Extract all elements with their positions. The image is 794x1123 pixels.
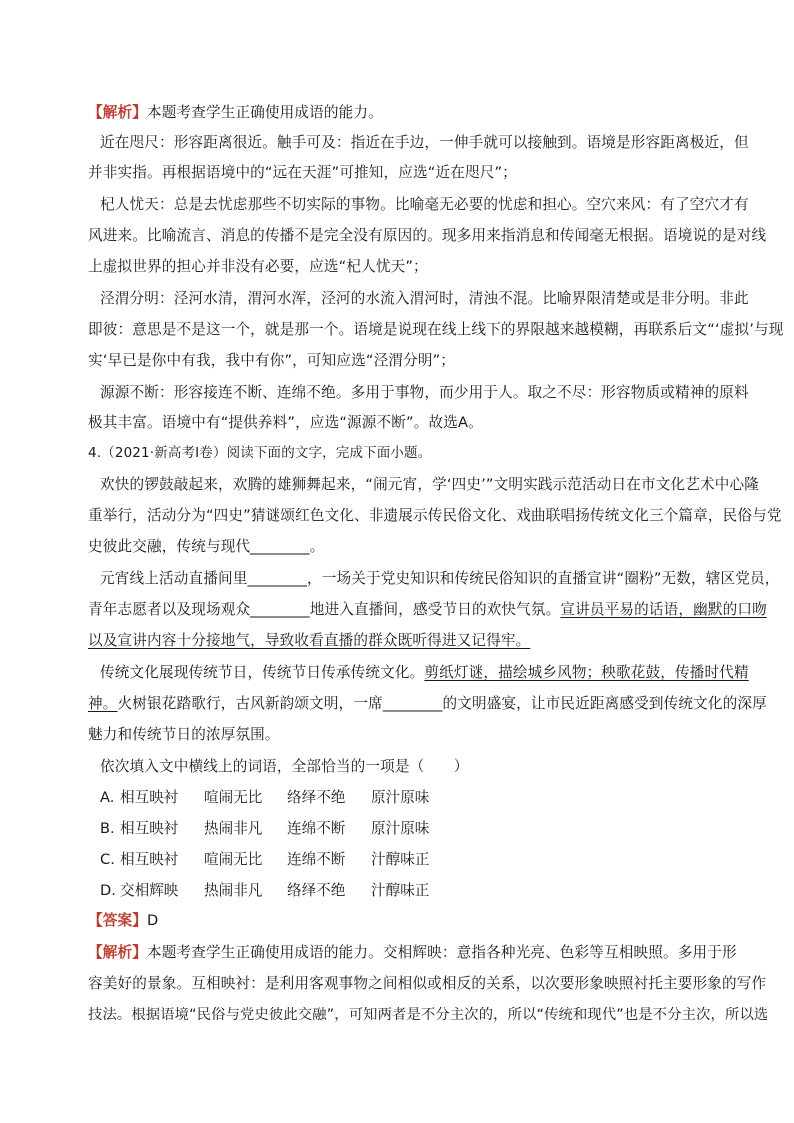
passage-line: 魅力和传统节日的浓厚氛围。 <box>88 726 280 743</box>
passage-line: 元宵线上活动直播间里________，一场关于党史知识和传统民俗知识的直播宣讲“圈粉”无数，辖区党员， <box>100 570 780 587</box>
question-stem: 依次填入文中横线上的词语，全部恰当的一项是（ ） <box>100 758 469 775</box>
analysis-paragraph-1: 【解析】本题考查学生正确使用成语的能力。 <box>88 104 383 121</box>
underlined-sentence: 宣讲员平易的话语，幽默的口吻 <box>560 601 767 618</box>
text-line: 并非实指。再根据语境中的“远在天涯”可推知，应选“近在咫尺”； <box>88 164 517 181</box>
option-word: 汁醇味正 <box>371 851 430 868</box>
question-4-header: 4.（2021·新高考Ⅰ卷）阅读下面的文字，完成下面小题。 <box>88 445 432 461</box>
option-word: 连绵不断 <box>287 820 346 837</box>
underlined-sentence: 以及宣讲内容十分接地气，导致收看直播的群众既听得进又记得牢。 <box>88 632 531 649</box>
text-line: 实‘早已是你中有我，我中有你”，可知应选“泾渭分明”； <box>88 352 456 369</box>
text-line: 源源不断：形容接连不断、连绵不绝。多用于事物，而少用于人。取之不尽：形容物质或精神的原料 <box>100 384 749 401</box>
option-letter: B. <box>100 820 115 837</box>
option-word: 连绵不断 <box>287 851 346 868</box>
option-word: 原汁原味 <box>371 820 430 837</box>
option-word: 热闹非凡 <box>204 820 263 837</box>
answer-value: D <box>146 912 159 929</box>
option-letter: C. <box>100 851 115 868</box>
option-letter: A. <box>100 789 115 806</box>
text-line: 极其丰富。语境中有“提供养料”，应选“源源不断”。故选A。 <box>88 414 483 431</box>
option-word: 相互映衬 <box>120 851 179 868</box>
text-line: 杞人忧天：总是去忧虑那些不切实际的事物。比喻毫无必要的忧虑和担心。空穴来风：有了空穴才有 <box>100 196 749 213</box>
text-line: 泾渭分明：泾河水清，渭河水浑，泾河的水流入渭河时，清浊不混。比喻界限清楚或是非分明。非此 <box>100 290 749 307</box>
analysis-paragraph-2: 【解析】本题考查学生正确使用成语的能力。交相辉映：意指各种光亮、色彩等互相映照。多用于形 <box>88 944 737 961</box>
passage-line: 传统文化展现传统节日，传统节日传承传统文化。剪纸灯谜，描绘城乡风物；秧歌花鼓，传播时代精 <box>100 664 749 681</box>
passage-line: 重举行，活动分为“四史”猜谜颂红色文化、非遗展示传民俗文化、戏曲联唱扬传统文化三个篇章，民俗与党 <box>88 507 782 524</box>
passage-line: 神。火树银花踏歌行，古风新韵颂文明，一席________的文明盛宴，让市民近距离感受到传统文化的深厚 <box>88 695 767 712</box>
option-word: 原汁原味 <box>371 789 430 806</box>
answer-line <box>88 911 728 931</box>
analysis-tag: 【解析】 <box>88 944 147 961</box>
answer-tag: 【答案】 <box>88 912 147 929</box>
text-line: 容美好的景象。互相映衬：是利用客观事物之间相似或相反的关系，以次要形象映照衬托主要形象的写作 <box>88 975 767 992</box>
option-word: 络绎不绝 <box>287 789 346 806</box>
option-word: 喧闹无比 <box>204 851 263 868</box>
option-word: 热闹非凡 <box>204 882 263 899</box>
option-word: 相互映衬 <box>120 820 179 837</box>
underlined-sentence: 剪纸灯谜，描绘城乡风物；秧歌花鼓，传播时代精 <box>424 664 749 681</box>
option-letter: D. <box>100 882 116 899</box>
passage-line: 欢快的锣鼓敲起来，欢腾的雄狮舞起来，“闹元宵，学‘四史’”文明实践示范活动日在市文化艺术中心隆 <box>100 476 759 493</box>
text-line: 上虚拟世界的担心并非没有必要，应选“杞人忧天”； <box>88 258 428 275</box>
option-word: 交相辉映 <box>120 882 179 899</box>
text-line: 即彼：意思是不是这一个，就是那一个。语境是说现在线上线下的界限越来越模糊，再联系后文“‘虚拟’与现 <box>88 321 784 338</box>
underlined-sentence: 神。 <box>88 695 118 712</box>
passage-line <box>88 631 728 651</box>
passage-line: 史彼此交融，传统与现代________。 <box>88 538 325 555</box>
option-word: 喧闹无比 <box>204 789 263 806</box>
text-line: 近在咫尺：形容距离很近。触手可及：指近在手边，一伸手就可以接触到。语境是形容距离极近，但 <box>100 134 749 151</box>
analysis-tag: 【解析】 <box>88 104 147 121</box>
text-line: 风进来。比喻流言、消息的传播不是完全没有原因的。现多用来指消息和传闻毫无根据。语境说的是对线 <box>88 227 767 244</box>
passage-line: 青年志愿者以及现场观众________地进入直播间，感受节日的欢快气氛。宣讲员平易的话语，幽默的口吻 <box>88 601 767 618</box>
option-word: 汁醇味正 <box>371 882 430 899</box>
option-word: 相互映衬 <box>120 789 179 806</box>
option-word: 络绎不绝 <box>287 882 346 899</box>
text-line: 技法。根据语境“民俗与党史彼此交融”，可知两者是不分主次的，所以“传统和现代”也是不分主次，所以选 <box>88 1007 769 1023</box>
